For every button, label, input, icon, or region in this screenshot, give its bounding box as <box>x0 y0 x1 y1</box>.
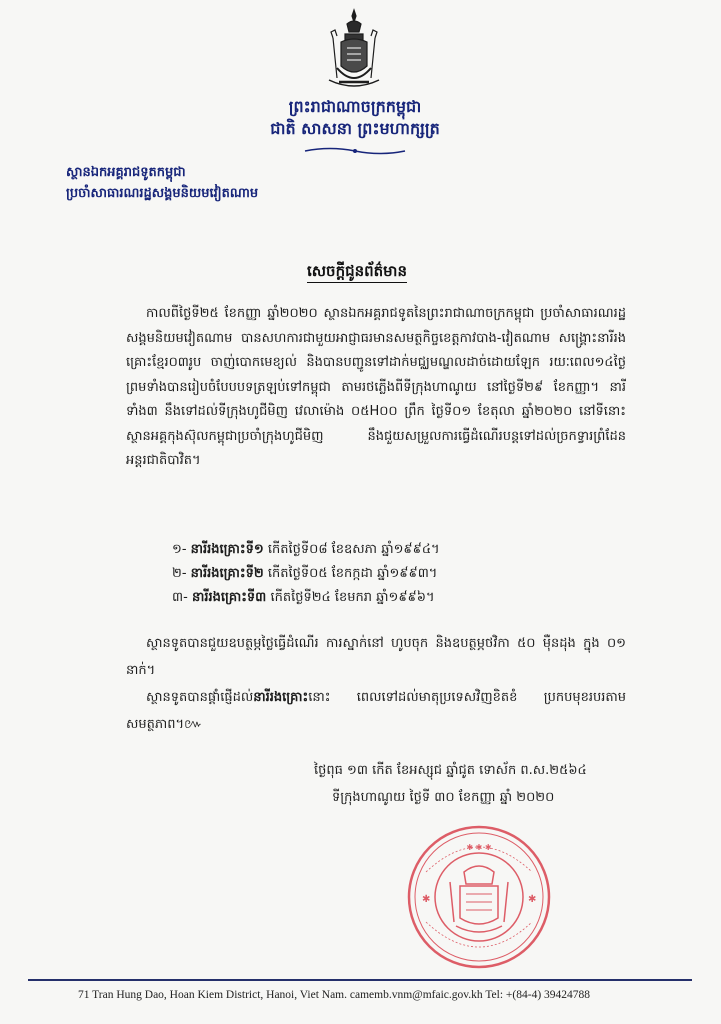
kingdom-motto-header <box>200 96 510 140</box>
closing-suffix: នោះ ពេលទៅដល់មាតុប្រទេសវិញខិតខំ ប្រកបមុខរបរតាមសមត្ថភាព។៚ <box>126 690 626 732</box>
kingdom-name: ព្រះរាជាណាចក្រកម្ពុជា <box>288 97 422 116</box>
list-number: ៣- <box>172 590 188 605</box>
nation-religion-king: ជាតិ សាសនា ព្រះមហាក្សត្រ <box>270 119 440 138</box>
list-item <box>172 562 440 586</box>
royal-coat-of-arms-icon <box>323 8 385 94</box>
solar-date: ទីក្រុងហាណូយ ថ្ងៃទី ៣០ ខែកញ្ញា ឆ្នាំ ២០២០ <box>332 790 555 805</box>
svg-text:✱: ✱ <box>528 894 537 905</box>
list-item <box>172 538 440 562</box>
list-label: នារីរងគ្រោះទី៣ <box>191 590 267 605</box>
embassy-name: ស្ថានឯកអគ្គរាជទូតកម្ពុជា <box>66 165 186 180</box>
divider-ornament-icon <box>300 146 410 156</box>
list-label: នារីរងគ្រោះទី២ <box>190 566 264 581</box>
list-detail: កើតថ្ងៃទី២៤ ខែមករា ឆ្នាំ១៩៩៦។ <box>270 590 435 605</box>
footer-address: 71 Tran Hung Dao, Hoan Kiem District, Hanoi, Viet Nam. camemb.vnm@mfaic.gov.kh Tel: +(84-4) 39424788 <box>78 989 591 1001</box>
paragraph-closing <box>126 684 626 738</box>
embassy-seal-stamp-icon <box>404 822 554 972</box>
list-item <box>172 586 440 610</box>
list-detail: កើតថ្ងៃទី០៨ ខែឧសភា ឆ្នាំ១៩៩៤។ <box>267 542 440 557</box>
embassy-location: ប្រចាំសាធារណរដ្ឋសង្គមនិយមវៀតណាម <box>66 186 259 201</box>
list-number: ២- <box>172 566 187 581</box>
lunar-date: ថ្ងៃពុធ ១៣ កើត ខែអស្សុជ ឆ្នាំជូត ទោស័ក ព.ស.២៥៦៤ <box>314 763 587 778</box>
footer-rule <box>28 979 692 981</box>
paragraph-support: ស្ថានទូតបានជួយឧបត្ថម្ភថ្លៃធ្វើដំណើរ ការស្នាក់នៅ ហូបចុក និងឧបត្ថម្ភថវិកា ៥០ ម៉ឺនដុង ក្នុង ០១ នាក់។ <box>126 636 626 678</box>
victim-list <box>172 538 440 610</box>
embassy-sender-block <box>66 162 258 204</box>
svg-text:✱: ✱ <box>422 894 431 905</box>
closing-prefix: ស្ថានទូតបានផ្តាំផ្ញើដល់ <box>146 690 254 705</box>
body-section <box>126 302 626 474</box>
paragraph-main: កាលពីថ្ងៃទី២៥ ខែកញ្ញា ឆ្នាំ២០២០ ស្ថានឯកអគ្គរាជទូតនៃព្រះរាជាណាចក្រកម្ពុជា ប្រចាំសាធារណរដ្ឋសង្គមនិយមវៀតណាម បានសហការជាមួយអាជ្ញាធរមានសមត្ថកិច្ចខេត្តកាវបាង-វៀតណាម សង្គ្រោះនារីរងគ្រោះខ្មែរ០៣រូប ចាញ់បោកមេខ្យល់ និងបានបញ្ជូនទៅដាក់មជ្ឈមណ្ឌលដាច់ដោយឡែក រយៈពេល១៤ថ្ងៃ ព្រមទាំងបានរៀបចំបែបបទត្រឡប់ទៅកម្ពុជា តាមរថភ្លើងពីទីក្រុងហាណូយ នៅថ្ងៃទី២៩ ខែកញ្ញា។ នារីទាំង៣ នឹងទៅដល់ទីក្រុងហូជីមិញ វេលាម៉ោង ០៥H០០ ព្រឹក ថ្ងៃទី០១ ខែតុលា ឆ្នាំ២០២០ នៅទីនោះស្ថានអគ្គកុងស៊ុលកម្ពុជាប្រចាំក្រុងហូជីមិញ នឹងជួយសម្រួលការធ្វើដំណើរបន្តទៅដល់ច្រកទ្វារព្រំដែនអន្តរជាតិបាវិត។ <box>126 306 626 468</box>
list-label: នារីរងគ្រោះទី១ <box>190 542 264 557</box>
closing-bold: នារីរងគ្រោះ <box>253 690 309 705</box>
svg-text:✱ ✱ ✱: ✱ ✱ ✱ <box>466 843 492 852</box>
document-title-text: សេចក្តីជូនព័ត៌មាន <box>307 262 407 283</box>
list-detail: កើតថ្ងៃទី០៥ ខែកក្កដា ឆ្នាំ១៩៩៣។ <box>267 566 438 581</box>
list-number: ១- <box>172 542 187 557</box>
document-title <box>252 262 462 284</box>
